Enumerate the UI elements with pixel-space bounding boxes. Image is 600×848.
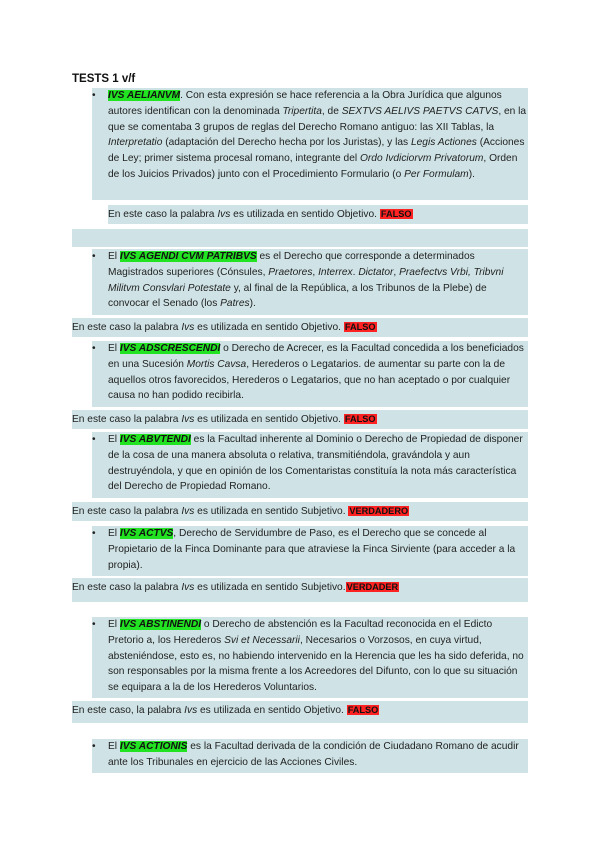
bullet-icon: • — [92, 619, 96, 630]
item6-text: • El IVS ABSTINENDI o Derecho de abstención es la Facultad reconocida en el Edicto Pretorio a, los Herederos Svi et Necessarii, Necesarios o Vorzosos, en cuya virtud, absteniéndose, esto es, no habiendo intervenido en la Herencia que les ha sido deferida, no son responsables por la misma frente a los Acreedores del Difunto, con lo que su situación se equipara a la de los Herederos Voluntarios. — [92, 619, 524, 694]
item3-note: En este caso la palabra Ivs es utilizada en sentido Objetivo. FALSO — [72, 414, 376, 425]
item1-note: En este caso la palabra Ivs es utilizada en sentido Objetivo. FALSO — [108, 209, 412, 220]
item6-answer: FALSO — [347, 705, 379, 715]
item1-term: IVS AELIANVM — [108, 90, 181, 101]
item2-text: • El IVS AGENDI CVM PATRIBVS es el Derecho que corresponde a determinados Magistrados superiores (Cónsules, Praetores, Interrex. Dictator, Praefectvs Vrbi, Tribvni Militvm Consvlari Potestate y, al final de la República, a los Tribunos de la Plebe) de convocar el Senado (los Patres). — [92, 251, 504, 310]
item3-answer: FALSO — [344, 414, 376, 424]
bullet-icon: • — [92, 90, 96, 101]
item4-text: • El IVS ABVTENDI es la Facultad inherente al Dominio o Derecho de Propiedad de disponer de la cosa de una manera absoluta o relativa, transmitiéndola, gravándola y aun destruyéndola, y que en opinión de los Comentaristas constituía la nota más característica del Derecho de Propiedad Romano. — [92, 434, 523, 493]
item2-answer: FALSO — [344, 322, 376, 332]
spacer-band — [72, 229, 528, 247]
item7-text: • El IVS ACTIONIS es la Facultad derivada de la condición de Ciudadano Romano de acudir ante los Tribunales en ejercicio de las Acciones Civiles. — [92, 741, 519, 768]
bullet-icon: • — [92, 741, 96, 752]
item1-answer: FALSO — [380, 209, 412, 219]
item3-term: IVS ADSCRESCENDI — [119, 343, 221, 354]
item2-term: IVS AGENDI CVM PATRIBVS — [119, 251, 257, 262]
item4-term: IVS ABVTENDI — [119, 434, 191, 445]
bullet-icon: • — [92, 251, 96, 262]
bullet-icon: • — [92, 434, 96, 445]
item5-text: • El IVS ACTVS, Derecho de Servidumbre de Paso, es el Derecho que se concede al Propietario de la Finca Dominante para que atraviese la Finca Sirviente (para acceder a la propia). — [92, 528, 516, 571]
item4-answer: VERDADERO — [349, 506, 409, 516]
item1-text: • IVS AELIANVM. Con esta expresión se hace referencia a la Obra Jurídica que algunos autores identifican con la denominada Tripertita, de SEXTVS AELIVS PAETVS CATVS, en la que se comentaba 3 grupos de reglas del Derecho Romano antiguo: las XII Tablas, la Interpretatio (adaptación del Derecho hecha por los Juristas), y las Legis Actiones (Acciones de Ley; primer sistema procesal romano, integrante del Ordo Ivdiciorvm Privatorum, Orden de los Juicios Privados) junto con el Procedimiento Formulario (o Per Formulam). — [92, 90, 527, 180]
item3-text: • El IVS ADSCRESCENDI o Derecho de Acrecer, es la Facultad concedida a los beneficiados en una Sucesión Mortis Cavsa, Herederos o Legatarios. de aumentar su parte con la de aquellos otros favorecidos, Herederos o Legatarios, que no han aceptado o por cualquier causa no han podido recibirla. — [92, 343, 524, 402]
item5-term: IVS ACTVS — [119, 528, 174, 539]
item4-note: En este caso la palabra Ivs es utilizada en sentido Subjetivo. VERDADERO — [72, 506, 409, 517]
item6-term: IVS ABSTINENDI — [119, 619, 202, 630]
item5-note: En este caso la palabra Ivs es utilizada en sentido Subjetivo.VERDADER — [72, 582, 399, 593]
item7-term: IVS ACTIONIS — [119, 741, 188, 752]
item6-note: En este caso, la palabra Ivs es utilizada en sentido Objetivo. FALSO — [72, 705, 379, 716]
item2-note: En este caso la palabra Ivs es utilizada en sentido Objetivo. FALSO — [72, 322, 376, 333]
item5-answer: VERDADER — [346, 582, 399, 592]
bullet-icon: • — [92, 343, 96, 354]
document-title: TESTS 1 v/f — [72, 73, 136, 85]
bullet-icon: • — [92, 528, 96, 539]
